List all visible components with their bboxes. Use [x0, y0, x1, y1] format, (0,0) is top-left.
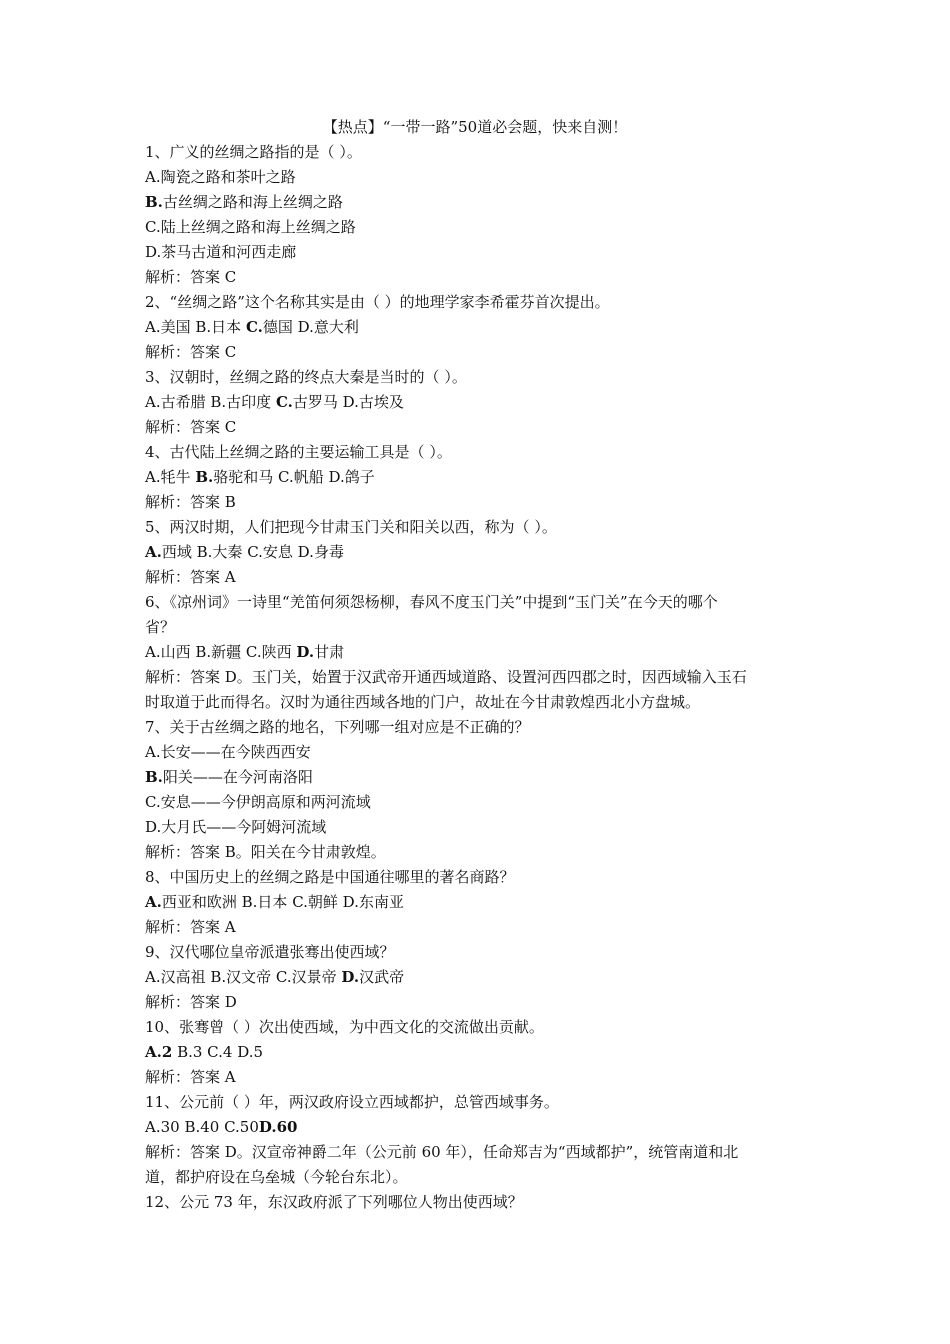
- text-line: [145, 465, 815, 490]
- text-segment: 7、关于古丝绸之路的地名，下列哪一组对应是不正确的？: [145, 718, 530, 736]
- text-line: [145, 490, 815, 515]
- text-line: [145, 290, 815, 315]
- text-segment: C.陆上丝绸之路和海上丝绸之路: [145, 218, 356, 236]
- text-segment: A.美国 B.日本: [145, 318, 246, 336]
- text-segment: 解析：答案 A: [145, 1068, 236, 1086]
- text-line: [145, 740, 815, 765]
- text-line: [145, 1015, 815, 1040]
- document-body: [145, 140, 815, 1215]
- text-line: [145, 915, 815, 940]
- text-segment: 解析：答案 D。玉门关，始置于汉武帝开通西域道路、设置河西四郡之时，因西域输入玉石: [145, 668, 747, 686]
- text-segment: 解析：答案 A: [145, 918, 236, 936]
- text-line: [145, 815, 815, 840]
- text-line: [145, 240, 815, 265]
- text-segment: 11、公元前（ ）年，两汉政府设立西域都护，总管西域事务。: [145, 1093, 559, 1111]
- bold-option-label: A.2: [145, 1043, 173, 1061]
- text-line: [145, 840, 815, 865]
- text-segment: 4、古代陆上丝绸之路的主要运输工具是（ ）。: [145, 443, 452, 461]
- text-segment: 解析：答案 C: [145, 418, 237, 436]
- text-segment: 西域 B.大秦 C.安息 D.身毒: [161, 543, 344, 561]
- text-segment: 3、汉朝时，丝绸之路的终点大秦是当时的（ ）。: [145, 368, 467, 386]
- text-line: [145, 365, 815, 390]
- bold-option-label: B.: [145, 193, 163, 211]
- text-line: [145, 940, 815, 965]
- text-line: [145, 140, 815, 165]
- text-segment: 1、广义的丝绸之路指的是（ ）。: [145, 143, 362, 161]
- text-line: [145, 1065, 815, 1090]
- bold-option-label: D.: [296, 643, 315, 661]
- text-segment: 解析：答案 B。阳关在今甘肃敦煌。: [145, 843, 386, 861]
- text-segment: 汉武帝: [359, 968, 405, 986]
- text-line: [145, 890, 815, 915]
- text-segment: 骆驼和马 C.帆船 D.鸽子: [213, 468, 375, 486]
- text-segment: 2、“丝绸之路”这个名称其实是由（ ）的地理学家李希霍芬首次提出。: [145, 293, 610, 311]
- bold-option-label: A.: [145, 893, 162, 911]
- text-segment: 8、中国历史上的丝绸之路是中国通往哪里的著名商路？: [145, 868, 515, 886]
- text-segment: 12、公元 73 年，东汉政府派了下列哪位人物出使西域？: [145, 1193, 523, 1211]
- text-line: [145, 215, 815, 240]
- text-line: [145, 190, 815, 215]
- text-line: [145, 1140, 815, 1165]
- text-segment: 解析：答案 D。汉宣帝神爵二年（公元前 60 年），任命郑吉为“西域都护”，统管南道和北: [145, 1143, 739, 1161]
- text-line: [145, 415, 815, 440]
- text-line: [145, 765, 815, 790]
- text-line: [145, 790, 815, 815]
- text-line: [145, 315, 815, 340]
- text-line: [145, 1165, 815, 1190]
- text-segment: 时取道于此而得名。汉时为通往西域各地的门户，故址在今甘肃敦煌西北小方盘城。: [145, 693, 701, 711]
- text-segment: C.安息——今伊朗高原和两河流域: [145, 793, 371, 811]
- text-line: [145, 565, 815, 590]
- text-segment: 道，都护府设在乌垒城（今轮台东北）。: [145, 1168, 408, 1186]
- text-segment: 解析：答案 D: [145, 993, 237, 1011]
- text-segment: 古罗马 D.古埃及: [292, 393, 404, 411]
- text-line: [145, 515, 815, 540]
- text-line: [145, 265, 815, 290]
- text-segment: A.汉高祖 B.汉文帝 C.汉景帝: [145, 968, 342, 986]
- bold-option-label: D.: [341, 968, 360, 986]
- text-line: [145, 1115, 815, 1140]
- text-segment: 6、《凉州词》一诗里“羌笛何须怨杨柳，春风不度玉门关”中提到“玉门关”在今天的哪个: [145, 593, 718, 611]
- text-line: [145, 690, 815, 715]
- text-line: [145, 440, 815, 465]
- bold-option-label: B.: [145, 768, 163, 786]
- text-segment: A.长安——在今陕西西安: [145, 743, 311, 761]
- text-segment: 甘肃: [314, 643, 345, 661]
- text-line: [145, 590, 815, 615]
- text-line: [145, 390, 815, 415]
- text-segment: A.牦牛: [145, 468, 196, 486]
- text-line: [145, 615, 815, 640]
- text-line: [145, 640, 815, 665]
- text-line: [145, 665, 815, 690]
- text-segment: 10、张骞曾（ ）次出使西域，为中西文化的交流做出贡献。: [145, 1018, 544, 1036]
- text-segment: A.古希腊 B.古印度: [145, 393, 276, 411]
- text-segment: 解析：答案 C: [145, 343, 237, 361]
- text-segment: 阳关——在今河南洛阳: [162, 768, 313, 786]
- text-line: [145, 540, 815, 565]
- text-line: [145, 1090, 815, 1115]
- text-segment: D.大月氏——今阿姆河流域: [145, 818, 327, 836]
- text-segment: D.茶马古道和河西走廊: [145, 243, 297, 261]
- text-segment: 西亚和欧洲 B.日本 C.朝鲜 D.东南亚: [161, 893, 404, 911]
- text-segment: 省？: [145, 618, 176, 636]
- bold-option-label: C.: [275, 393, 293, 411]
- text-segment: A.30 B.40 C.50: [145, 1118, 259, 1136]
- page-title: 【热点】“一带一路”50道必会题，快来自测！: [322, 118, 628, 136]
- text-segment: B.3 C.4 D.5: [172, 1043, 264, 1061]
- text-segment: A.陶瓷之路和茶叶之路: [145, 168, 296, 186]
- text-line: [145, 865, 815, 890]
- text-segment: 古丝绸之路和海上丝绸之路: [162, 193, 343, 211]
- text-segment: 解析：答案 C: [145, 268, 237, 286]
- text-segment: A.山西 B.新疆 C.陕西: [145, 643, 297, 661]
- text-line: [145, 990, 815, 1015]
- text-line: [145, 1190, 815, 1215]
- text-segment: 德国 D.意大利: [262, 318, 359, 336]
- text-line: [145, 165, 815, 190]
- text-segment: 解析：答案 B: [145, 493, 236, 511]
- text-segment: 9、汉代哪位皇帝派遣张骞出使西域？: [145, 943, 395, 961]
- text-line: [145, 715, 815, 740]
- bold-option-label: B.: [195, 468, 214, 486]
- bold-option-label: D.60: [258, 1118, 298, 1136]
- text-line: [145, 965, 815, 990]
- bold-option-label: C.: [245, 318, 263, 336]
- text-line: [145, 1040, 815, 1065]
- text-line: [145, 340, 815, 365]
- text-segment: 5、两汉时期，人们把现今甘肃玉门关和阳关以西，称为（ ）。: [145, 518, 557, 536]
- text-segment: 解析：答案 A: [145, 568, 236, 586]
- bold-option-label: A.: [145, 543, 162, 561]
